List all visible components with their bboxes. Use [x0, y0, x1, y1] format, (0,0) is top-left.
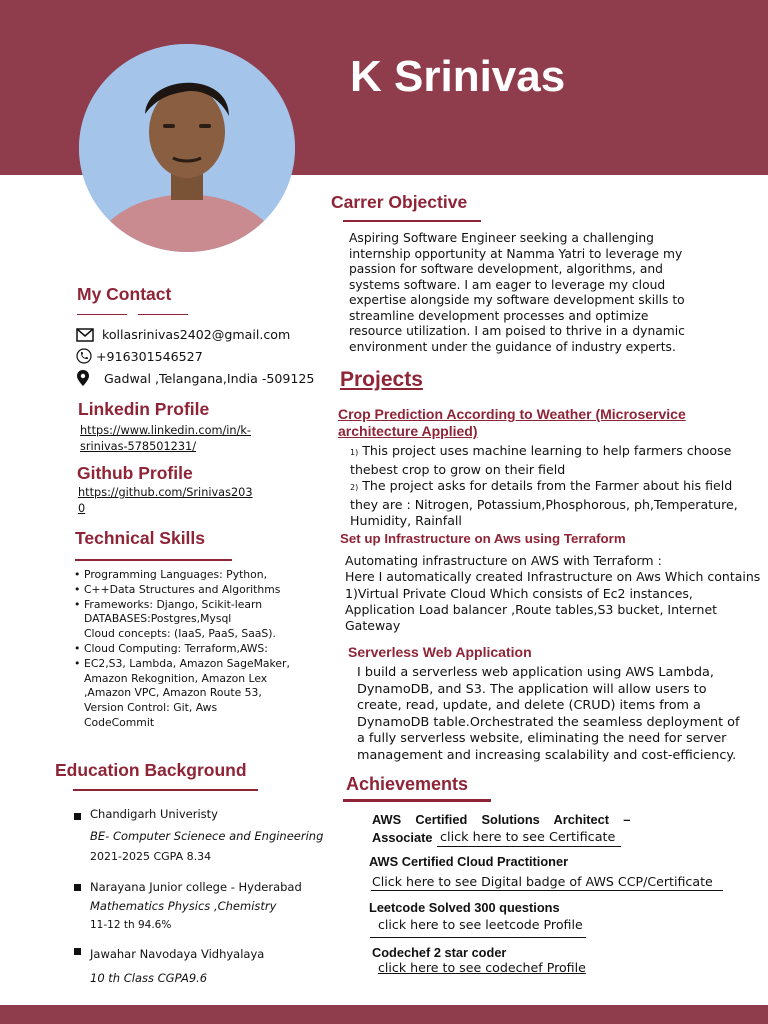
link-underline — [371, 890, 723, 891]
technical-skills-heading: Technical Skills — [75, 528, 206, 548]
project-serverless-description — [357, 665, 768, 764]
project-text-line: I build a serverless web application using AWS Lambda, — [357, 665, 714, 680]
project-text-line: Humidity, Rainfall — [350, 513, 462, 528]
contact-rule-1 — [77, 314, 127, 315]
project-terraform-description — [345, 553, 768, 634]
project-text-line: Application Load balancer ,Route tables,S3 bucket, Internet — [345, 601, 718, 617]
project-title-line[interactable]: Crop Prediction According to Weather (Microservice — [338, 406, 686, 422]
career-objective-heading: Carrer Objective — [331, 192, 468, 212]
career-line: internship opportunity at Namma Yatri to leverage my — [349, 246, 683, 261]
education-course: 10 th Class CGPA9.6 — [90, 971, 208, 985]
career-line: Aspiring Software Engineer seeking a challenging — [349, 231, 654, 245]
education-course: Mathematics Physics ,Chemistry — [90, 899, 277, 913]
education-school: Narayana Junior college - Hyderabad — [90, 880, 302, 894]
github-heading: Github Profile — [77, 463, 193, 483]
achievement-aws-architect-associate: Associate — [372, 830, 433, 845]
skill-item: Amazon Rekognition, Amazon Lex — [84, 671, 268, 685]
skill-item: Version Control: Git, Aws — [84, 701, 218, 715]
career-objective-text — [349, 231, 749, 355]
career-line: resource utilization. I am poised to thrive in a dynamic — [349, 324, 685, 338]
github-link-line[interactable]: https://github.com/Srinivas203 — [78, 486, 253, 499]
achievements-heading: Achievements — [346, 774, 469, 794]
project-text-line: DynamoDB table.Orchestrated the seamless deployment of — [357, 714, 740, 730]
project-text-line: DynamoDB, and S3. The application will allow users to — [357, 681, 707, 697]
skills-rule — [75, 559, 232, 561]
phone-icon — [76, 348, 96, 364]
project-text-line: management and increasing scalability and cost-efficiency. — [357, 747, 737, 763]
skill-item: DATABASES:Postgres,Mysql — [84, 612, 232, 626]
link-underline — [437, 846, 621, 847]
linkedin-link-line[interactable]: https://www.linkedin.com/in/k- — [80, 424, 252, 437]
link-underline — [370, 937, 586, 938]
achievement-codechef: Codechef 2 star coder — [372, 945, 507, 960]
skill-item: Cloud concepts: (IaaS, PaaS, SaaS). — [84, 627, 276, 641]
location-pin-icon — [76, 370, 96, 386]
contact-address: Gadwal ,Telangana,India -509125 — [104, 370, 315, 386]
contact-email[interactable]: kollasrinivas2402@gmail.com — [102, 327, 291, 342]
list-number: 2) — [350, 483, 359, 492]
project-text-line: Gateway — [345, 618, 401, 634]
list-number: 1) — [350, 448, 359, 457]
github-link[interactable] — [78, 485, 253, 516]
contact-heading: My Contact — [77, 284, 172, 304]
linkedin-link-line[interactable]: srinivas-578501231/ — [80, 439, 197, 453]
achievement-aws-architect: AWS Certified Solutions Architect – — [372, 812, 631, 827]
career-rule — [343, 220, 481, 222]
project-text-line: a fully serverless website, eliminating the need for server — [357, 731, 727, 746]
project-text-line: The project asks for details from the Farmer about his field — [362, 478, 733, 493]
education-rule — [73, 789, 258, 791]
contact-email-row[interactable] — [76, 327, 290, 342]
skill-item: CodeCommit — [84, 715, 155, 729]
skill-item: • C++Data Structures and Algorithms — [74, 583, 324, 598]
bullet-square-icon — [74, 884, 81, 891]
footer-band — [0, 1005, 768, 1024]
project-text-line: they are : Nitrogen, Potassium,Phosphorous, ph,Temperature, — [350, 496, 738, 512]
linkedin-heading: Linkedin Profile — [78, 399, 210, 419]
education-course: BE- Computer Scienece and Engineering — [90, 829, 324, 843]
project-text-line: thebest crop to grow on their field — [350, 461, 566, 477]
contact-rule-2 — [138, 314, 188, 315]
skill-item: • Frameworks: Django, Scikit-learn — [74, 598, 324, 613]
project-text-line: This project uses machine learning to help farmers choose — [362, 443, 732, 458]
skill-item: ,Amazon VPC, Amazon Route 53, — [84, 686, 262, 700]
skill-item: • Programming Languages: Python, — [74, 568, 324, 583]
career-line: passion for software development, algorithms, and — [349, 262, 663, 276]
profile-photo-image — [79, 44, 295, 252]
codechef-profile-link[interactable]: click here to see codechef Profile — [378, 960, 586, 975]
profile-photo — [79, 44, 295, 252]
education-detail: 2021-2025 CGPA 8.34 — [90, 850, 212, 863]
skills-list — [74, 568, 324, 731]
project-title-line[interactable]: architecture Applied) — [338, 423, 478, 439]
career-line: systems software. I am eager to leverage my cloud — [349, 277, 666, 292]
education-school: Chandigarh Univeristy — [90, 807, 218, 821]
education-heading: Education Background — [55, 760, 247, 780]
achievements-rule — [343, 799, 491, 802]
achievement-leetcode: Leetcode Solved 300 questions — [369, 900, 560, 915]
education-detail: 11-12 th 94.6% — [90, 919, 172, 931]
project-text-line: Here I automatically created Infrastructure on Aws Which contains — [345, 569, 761, 585]
github-link-line[interactable]: 0 — [78, 501, 86, 515]
envelope-icon — [76, 328, 96, 342]
skill-item: • Cloud Computing: Terraform,AWS: — [74, 642, 324, 657]
career-line: environment under the guidance of industry experts. — [349, 339, 676, 354]
contact-address-row — [76, 370, 314, 386]
bullet-square-icon — [74, 813, 81, 820]
project-serverless-title: Serverless Web Application — [348, 644, 532, 660]
project-terraform-title: Set up Infrastructure on Aws using Terraform — [340, 531, 626, 546]
career-line: expertise alongside my software development skills to — [349, 293, 685, 307]
bullet-square-icon — [74, 948, 81, 955]
project-text-line: create, read, update, and delete (CRUD) items from a — [357, 698, 701, 713]
project-text-line: 1)Virtual Private Cloud Which consists of Ec2 instances, — [345, 585, 693, 601]
skill-item: • EC2,S3, Lambda, Amazon SageMaker, — [74, 657, 324, 672]
project-crop-description — [350, 443, 768, 530]
career-line: streamline development processes and optimize — [349, 308, 649, 323]
project-text-line: Automating infrastructure on AWS with Terraform : — [345, 553, 662, 568]
contact-phone[interactable]: +916301546527 — [96, 348, 203, 364]
linkedin-link[interactable] — [80, 423, 251, 454]
aws-ccp-badge-link[interactable]: Click here to see Digital badge of AWS CCP/Certificate — [372, 874, 713, 889]
project-crop-title[interactable] — [338, 406, 686, 440]
aws-certificate-link[interactable]: click here to see Certificate — [440, 830, 616, 845]
candidate-name: K Srinivas — [350, 52, 566, 101]
contact-phone-row[interactable] — [76, 348, 203, 364]
leetcode-profile-link[interactable]: click here to see leetcode Profile — [378, 917, 583, 932]
projects-heading: Projects — [340, 368, 423, 391]
education-school: Jawahar Navodaya Vidhyalaya — [90, 947, 265, 961]
achievement-aws-ccp: AWS Certified Cloud Practitioner — [369, 854, 569, 869]
